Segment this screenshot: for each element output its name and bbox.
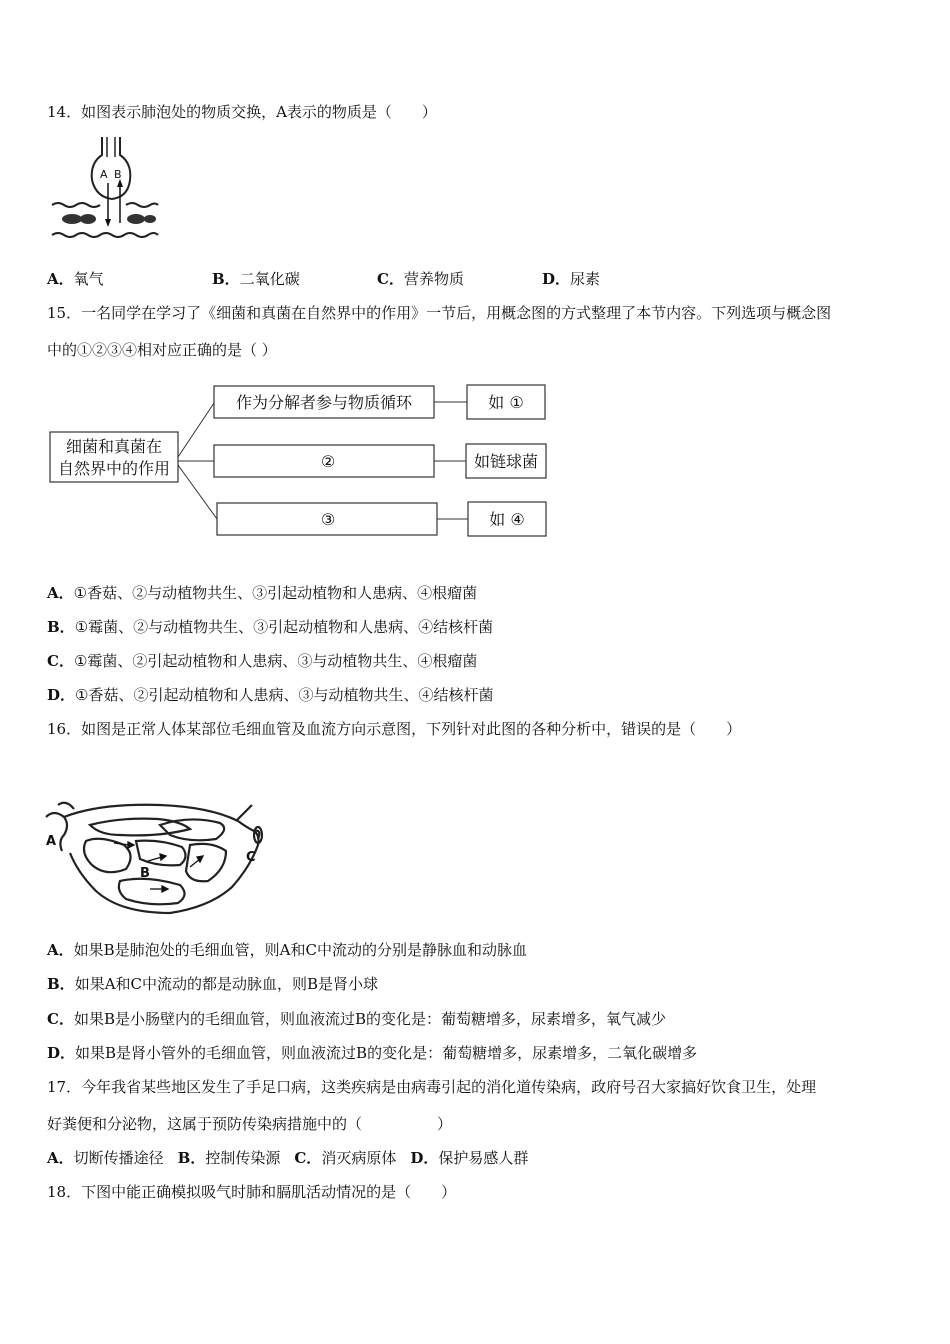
q15-stem-line2: 中的①②③④相对应正确的是（ ）: [47, 341, 277, 359]
q16-option-c[interactable]: C．如果B是小肠壁内的毛细血管，则血液流过B的变化是：葡萄糖增多，尿素增多，氧气减少: [47, 1010, 667, 1028]
concept-root-line2: 自然界中的作用: [57, 459, 171, 478]
q16-stem: 16．如图是正常人体某部位毛细血管及血流方向示意图，下列针对此图的各种分析中，错误的是（ ）: [47, 720, 742, 738]
q17-stem-line2: 好粪便和分泌物，这属于预防传染病措施中的（ ）: [47, 1115, 453, 1133]
concept-leaf2: 如链球菌: [473, 452, 539, 471]
q17-option-a[interactable]: A．切断传播途径: [47, 1149, 164, 1167]
q17-option-d[interactable]: D．保护易感人群: [410, 1149, 529, 1167]
concept-branch1: 作为分解者参与物质循环: [235, 393, 413, 412]
fig16-label-a: A: [46, 834, 57, 849]
concept-leaf1: 如 ①: [488, 393, 524, 412]
q15-stem-line1: 15．一名同学在学习了《细菌和真菌在自然界中的作用》一节后，用概念图的方式整理了本节内容。下列选项与概念图: [47, 304, 832, 322]
q18-stem: 18．下图中能正确模拟吸气时肺和膈肌活动情况的是（ ）: [47, 1183, 457, 1201]
q15-option-b[interactable]: B．①霉菌、②与动植物共生、③引起动植物和人患病、④结核杆菌: [47, 618, 494, 636]
q16-option-a[interactable]: A．如果B是肺泡处的毛细血管，则A和C中流动的分别是静脉血和动脉血: [47, 941, 527, 959]
fig16-label-b: B: [140, 866, 150, 881]
alveolus-exchange-figure: [50, 135, 160, 245]
q14-option-d[interactable]: D．尿素: [542, 270, 601, 288]
q15-option-a[interactable]: A．①香菇、②与动植物共生、③引起动植物和人患病、④根瘤菌: [47, 584, 478, 602]
q14-option-b[interactable]: B．二氧化碳: [212, 270, 300, 288]
q17-option-c[interactable]: C．消灭病原体: [294, 1149, 397, 1167]
q14-option-c[interactable]: C．营养物质: [377, 270, 464, 288]
q17-stem-line1: 17．今年我省某些地区发生了手足口病，这类疾病是由病毒引起的消化道传染病，政府号召大家搞好饮食卫生，处理: [47, 1078, 817, 1096]
q14-options: [47, 269, 707, 289]
fig14-label-b: B: [114, 168, 122, 181]
q17-options: [47, 1148, 542, 1168]
q16-option-d[interactable]: D．如果B是肾小管外的毛细血管，则血液流过B的变化是：葡萄糖增多，尿素增多，二氧化碳增多: [47, 1044, 698, 1062]
fig16-label-c: C: [246, 850, 256, 865]
concept-root-line1: 细菌和真菌在: [65, 437, 163, 456]
q14-option-a[interactable]: A．氧气: [47, 270, 104, 288]
q15-option-c[interactable]: C．①霉菌、②引起动植物和人患病、③与动植物共生、④根瘤菌: [47, 652, 478, 670]
q15-option-d[interactable]: D．①香菇、②引起动植物和人患病、③与动植物共生、④结核杆菌: [47, 686, 494, 704]
concept-leaf3: 如 ④: [489, 510, 525, 529]
capillary-network-figure: [40, 795, 270, 920]
q17-option-b[interactable]: B．控制传染源: [177, 1149, 281, 1167]
concept-map-figure: [0, 370, 600, 550]
concept-branch2: ②: [320, 452, 336, 471]
concept-branch3: ③: [320, 510, 336, 529]
q16-option-b[interactable]: B．如果A和C中流动的都是动脉血，则B是肾小球: [47, 975, 379, 993]
fig14-label-a: A: [100, 168, 108, 181]
q14-stem: 14．如图表示肺泡处的物质交换，A表示的物质是（ ）: [47, 103, 437, 121]
